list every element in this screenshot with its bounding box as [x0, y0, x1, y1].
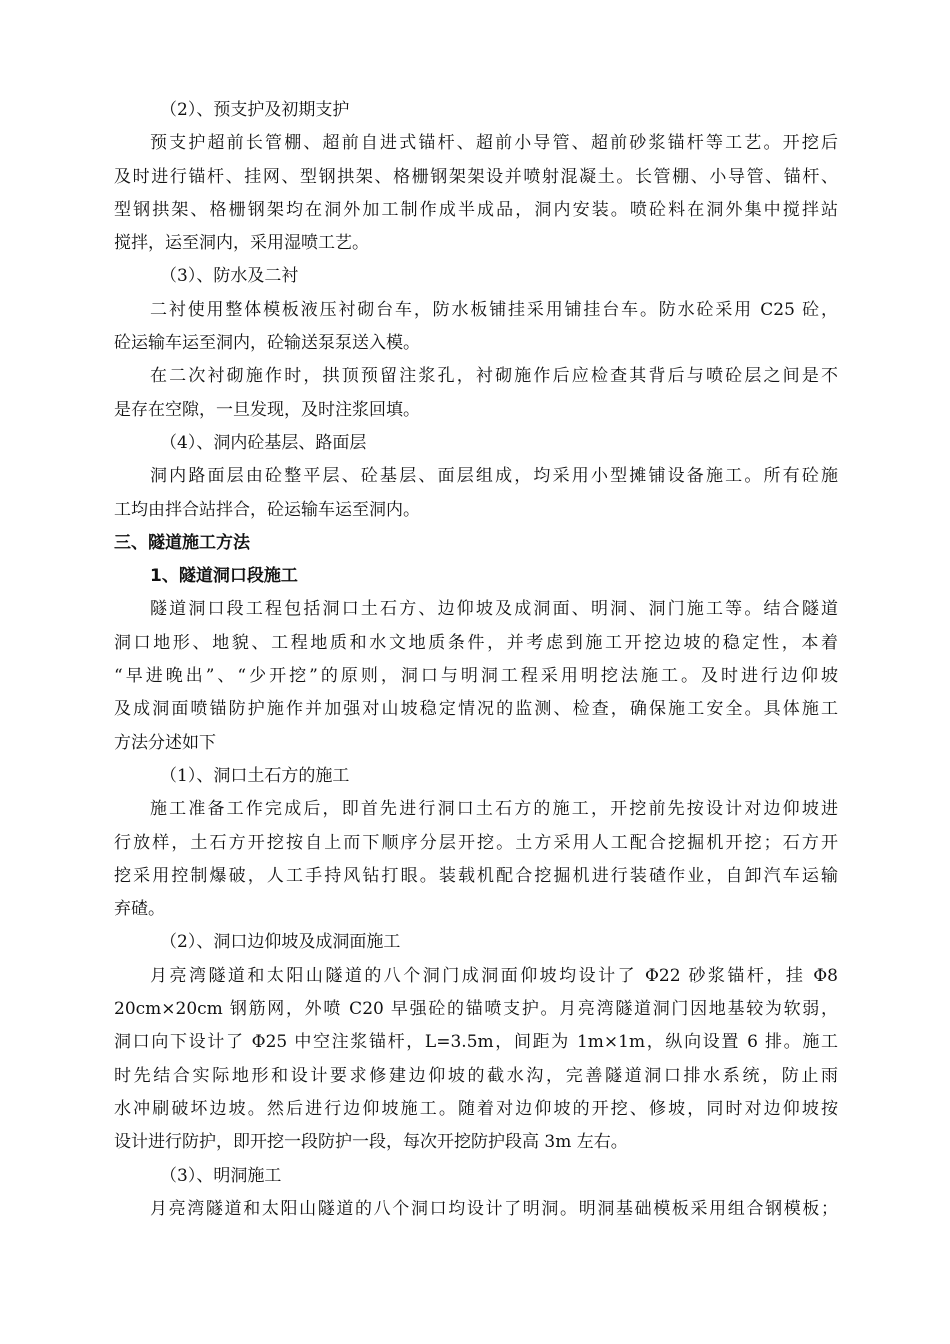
paragraph-line: 型钢拱架、格栅钢架均在洞外加工制作成半成品，洞内安装。喷砼料在洞外集中搅拌站: [114, 199, 838, 220]
subheading-portal-earthwork: （1）、洞口土石方的施工: [160, 765, 350, 786]
paragraph-line: 二衬使用整体模板液压衬砌台车，防水板铺挂采用铺挂台车。防水砼采用 C25 砼，: [150, 299, 838, 320]
paragraph-line: 月亮湾隧道和太阳山隧道的八个洞口均设计了明洞。明洞基础模板采用组合钢模板；: [150, 1198, 838, 1219]
subheading-slope-face: （2）、洞口边仰坡及成洞面施工: [160, 932, 401, 953]
paragraph-line: 洞内路面层由砼整平层、砼基层、面层组成，均采用小型摊铺设备施工。所有砼施: [150, 466, 838, 487]
paragraph-line: 搅拌，运至洞内，采用湿喷工艺。: [114, 233, 369, 254]
document-body: [114, 94, 838, 1226]
paragraph-line: 20cm×20cm 钢筋网，外喷 C20 早强砼的锚喷支护。月亮湾隧道洞门因地基较为软弱，: [114, 999, 838, 1020]
paragraph-line: 方法分述如下: [114, 732, 216, 753]
section-subheading: 1、隧道洞口段施工: [150, 566, 298, 587]
paragraph-line: 工均由拌合站拌合，砼运输车运至洞内。: [114, 499, 420, 520]
paragraph-line: 水冲刷破坏边坡。然后进行边仰坡施工。随着对边仰坡的开挖、修坡，同时对边仰坡按: [114, 1098, 838, 1119]
paragraph-line: “早进晚出”、“少开挖”的原则，洞口与明洞工程采用明挖法施工。及时进行边仰坡: [114, 666, 838, 687]
section-heading: 三、隧道施工方法: [114, 532, 250, 553]
subheading-waterproof-lining: （3）、防水及二衬: [160, 266, 299, 287]
paragraph-line: 预支护超前长管棚、超前自进式锚杆、超前小导管、超前砂浆锚杆等工艺。开挖后: [150, 133, 838, 154]
paragraph-line: 是存在空隙，一旦发现，及时注浆回填。: [114, 399, 420, 420]
paragraph-line: 隧道洞口段工程包括洞口土石方、边仰坡及成洞面、明洞、洞门施工等。结合隧道: [150, 599, 838, 620]
paragraph-line: 及时进行锚杆、挂网、型钢拱架、格栅钢架架设并喷射混凝土。长管棚、小导管、锚杆、: [114, 166, 838, 187]
paragraph-line: 弃碴。: [114, 899, 165, 920]
paragraph-line: 设计进行防护，即开挖一段防护一段，每次开挖防护段高 3m 左右。: [114, 1132, 628, 1153]
subheading-pre-support: （2）、预支护及初期支护: [160, 100, 350, 120]
paragraph-line: 洞口地形、地貌、工程地质和水文地质条件，并考虑到施工开挖边坡的稳定性，本着: [114, 632, 838, 653]
paragraph-line: 在二次衬砌施作时，拱顶预留注浆孔，衬砌施作后应检查其背后与喷砼层之间是不: [150, 366, 838, 387]
paragraph-line: 挖采用控制爆破，人工手持风钻打眼。装载机配合挖掘机进行装碴作业，自卸汽车运输: [114, 865, 838, 886]
paragraph-line: 砼运输车运至洞内，砼输送泵泵送入模。: [114, 333, 420, 354]
subheading-open-cut-tunnel: （3）、明洞施工: [160, 1165, 282, 1186]
paragraph-line: 施工准备工作完成后，即首先进行洞口土石方的施工，开挖前先按设计对边仰坡进: [150, 799, 838, 820]
subheading-base-pavement: （4）、洞内砼基层、路面层: [160, 432, 367, 453]
paragraph-line: 洞口向下设计了 Φ25 中空注浆锚杆，L=3.5m，间距为 1m×1m，纵向设置 6 排。施工: [114, 1032, 838, 1053]
paragraph-line: 行放样，土石方开挖按自上而下顺序分层开挖。土方采用人工配合挖掘机开挖；石方开: [114, 832, 838, 853]
paragraph-line: 月亮湾隧道和太阳山隧道的八个洞门成洞面仰坡均设计了 Φ22 砂浆锚杆，挂 Φ8: [150, 965, 838, 986]
paragraph-line: 及成洞面喷锚防护施作并加强对山坡稳定情况的监测、检查，确保施工安全。具体施工: [114, 699, 838, 720]
paragraph-line: 时先结合实际地形和设计要求修建边仰坡的截水沟，完善隧道洞口排水系统，防止雨: [114, 1065, 838, 1086]
